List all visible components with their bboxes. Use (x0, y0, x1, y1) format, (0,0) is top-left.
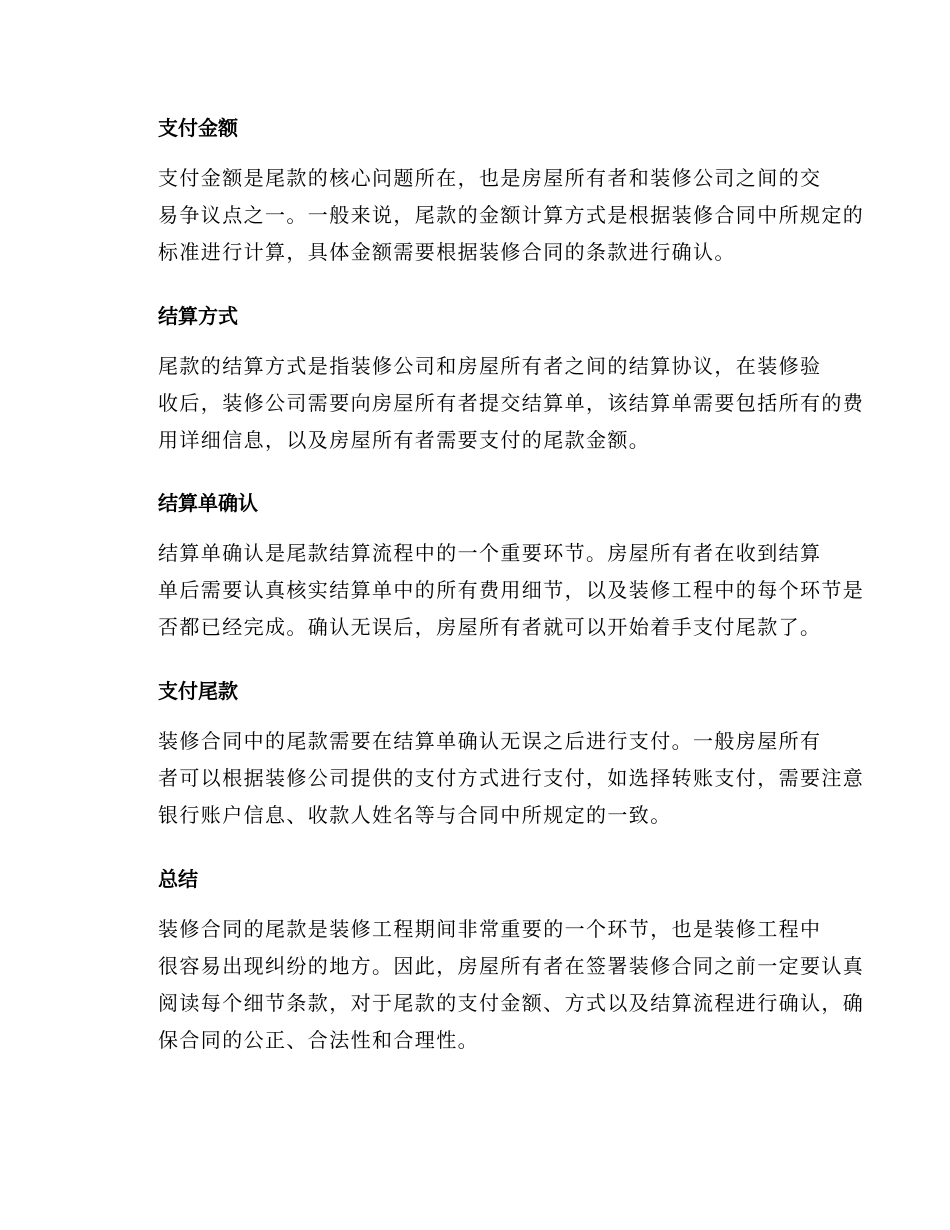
paragraph-line: 者可以根据装修公司提供的支付方式进行支付，如选择转账支付，需要注意 (158, 766, 865, 790)
paragraph-line: 装修合同中的尾款需要在结算单确认无误之后进行支付。一般房屋所有 (158, 729, 822, 753)
section-settlement-method (113, 304, 865, 459)
section-final-payment (113, 679, 865, 834)
section-paragraph (113, 160, 865, 271)
section-heading: 支付尾款 (158, 679, 238, 703)
paragraph-line: 保合同的公正、合法性和合理性。 (158, 1028, 479, 1052)
paragraph-line: 收后，装修公司需要向房屋所有者提交结算单，该结算单需要包括所有的费 (158, 391, 865, 415)
paragraph-line: 支付金额是尾款的核心问题所在，也是房屋所有者和装修公司之间的交 (158, 166, 822, 190)
paragraph-line: 标准进行计算，具体金额需要根据装修合同的条款进行确认。 (158, 240, 736, 264)
paragraph-line: 阅读每个细节条款，对于尾款的支付金额、方式以及结算流程进行确认，确 (158, 991, 865, 1015)
section-payment-amount (113, 116, 865, 271)
section-heading: 支付金额 (158, 116, 238, 140)
section-heading: 结算单确认 (158, 491, 258, 515)
section-summary (113, 867, 865, 1059)
section-paragraph (113, 911, 865, 1059)
section-paragraph (113, 535, 865, 646)
paragraph-line: 单后需要认真核实结算单中的所有费用细节，以及装修工程中的每个环节是 (158, 578, 865, 602)
paragraph-line: 用详细信息，以及房屋所有者需要支付的尾款金额。 (158, 428, 651, 452)
section-heading: 总结 (158, 867, 198, 891)
section-paragraph (113, 348, 865, 459)
paragraph-line: 尾款的结算方式是指装修公司和房屋所有者之间的结算协议，在装修验 (158, 354, 822, 378)
paragraph-line: 银行账户信息、收款人姓名等与合同中所规定的一致。 (158, 803, 672, 827)
paragraph-line: 结算单确认是尾款结算流程中的一个重要环节。房屋所有者在收到结算 (158, 541, 822, 565)
section-heading: 结算方式 (158, 304, 238, 328)
paragraph-line: 很容易出现纠纷的地方。因此，房屋所有者在签署装修合同之前一定要认真 (158, 954, 865, 978)
section-paragraph (113, 723, 865, 834)
paragraph-line: 装修合同的尾款是装修工程期间非常重要的一个环节，也是装修工程中 (158, 917, 822, 941)
section-statement-confirmation (113, 491, 865, 646)
paragraph-line: 否都已经完成。确认无误后，房屋所有者就可以开始着手支付尾款了。 (158, 615, 822, 639)
paragraph-line: 易争议点之一。一般来说，尾款的金额计算方式是根据装修合同中所规定的 (158, 203, 865, 227)
